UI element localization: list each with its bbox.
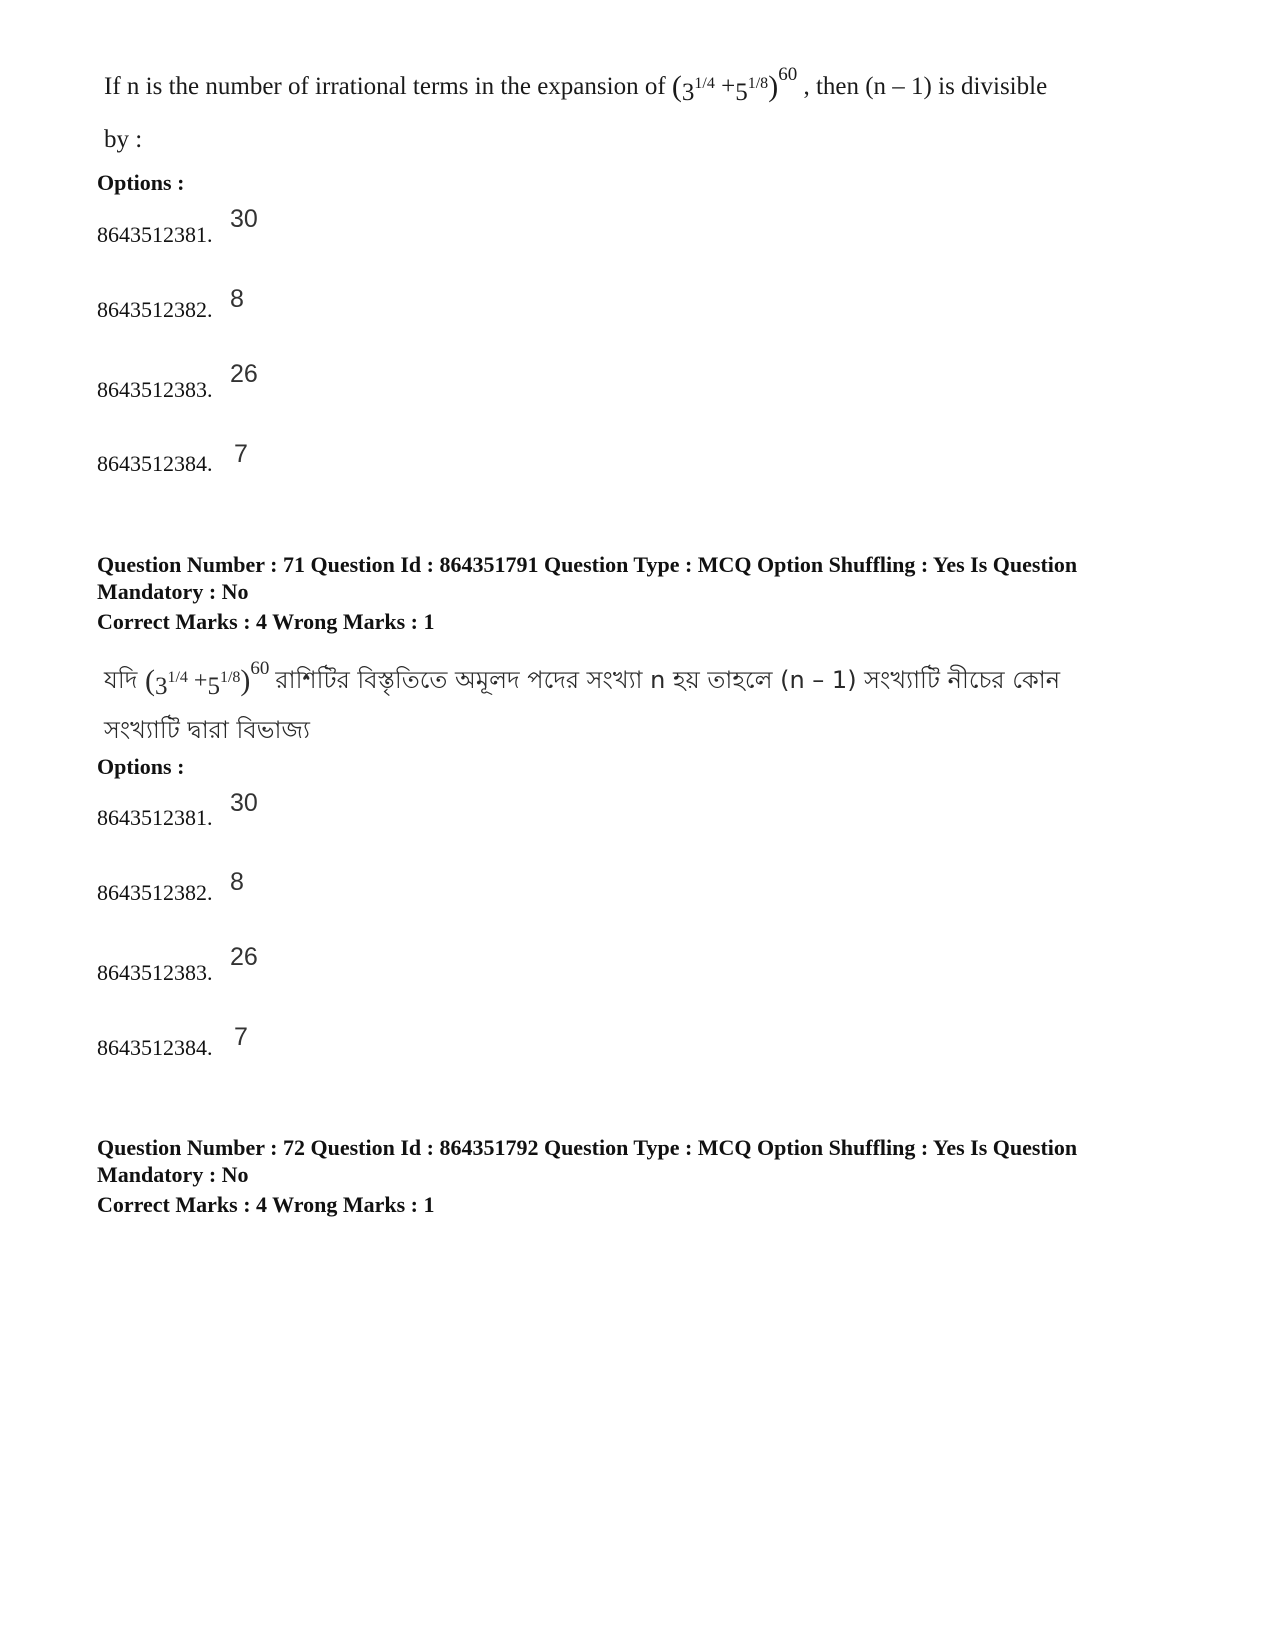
question-71-meta: Question Number : 71 Question Id : 864351791 Question Type : MCQ Option Shuffling : Yes Is Question Mandatory : No: [97, 552, 1078, 604]
question-71-marks: Correct Marks : 4 Wrong Marks : 1: [97, 609, 435, 634]
option-value: 26: [230, 943, 258, 971]
expr-open-paren: (: [144, 664, 155, 697]
expr-base2: 5: [735, 79, 748, 106]
expr-close-paren: ): [240, 664, 251, 697]
expr-base1: 3: [154, 673, 168, 700]
expr-exp2: 1/8: [747, 75, 769, 92]
question-70-text-after: , then (n – 1) is divisible: [803, 73, 1048, 100]
expr-exp1: 1/4: [167, 669, 188, 686]
option-value: 26: [230, 360, 258, 388]
option-id: 8643512384.: [97, 1035, 213, 1060]
question-71-bengali-before: যদি: [104, 666, 138, 694]
option-id: 8643512383.: [97, 377, 213, 402]
expr-open-paren: (: [671, 70, 682, 103]
expr-exp2: 1/8: [219, 669, 241, 686]
expr-base1: 3: [681, 79, 695, 106]
option-value: 7: [234, 440, 248, 468]
expr-base2: 5: [207, 673, 220, 700]
expr-power: 60: [778, 64, 798, 85]
question-71-bengali-line1: [104, 658, 1061, 702]
options-label: Options :: [97, 170, 185, 195]
question-70-expression: [671, 64, 804, 106]
option-value: 30: [230, 205, 258, 233]
option-id: 8643512381.: [97, 805, 213, 830]
question-72-marks: Correct Marks : 4 Wrong Marks : 1: [97, 1192, 435, 1217]
option-value: 8: [230, 285, 244, 313]
question-70-text-line2: by :: [104, 126, 143, 153]
option-value: 7: [234, 1023, 248, 1051]
question-72-meta: Question Number : 72 Question Id : 864351792 Question Type : MCQ Option Shuffling : Yes Is Question Mandatory : No: [97, 1135, 1078, 1187]
options-label: Options :: [97, 754, 185, 779]
option-id: 8643512381.: [97, 222, 213, 247]
option-id: 8643512382.: [97, 880, 213, 905]
question-70-text-line1: [104, 64, 1048, 106]
option-id: 8643512383.: [97, 960, 213, 985]
expr-plus: +: [721, 73, 736, 100]
option-id: 8643512382.: [97, 297, 213, 322]
expr-exp1: 1/4: [694, 75, 715, 92]
question-71-expression: [144, 658, 275, 700]
question-71-bengali-line2: সংখ্যাটি দ্বারা বিভাজ্য: [104, 716, 310, 744]
question-70-text-before: If n is the number of irrational terms in the expansion of: [104, 73, 666, 100]
expr-close-paren: ): [768, 70, 779, 103]
option-id: 8643512384.: [97, 451, 213, 476]
option-value: 8: [230, 868, 244, 896]
expr-power: 60: [250, 658, 270, 679]
expr-plus: +: [193, 668, 208, 694]
option-value: 30: [230, 789, 258, 817]
question-71-bengali-after: রাশিটির বিস্তৃতিতে অমূলদ পদের সংখ্যা n হয় তাহলে (n – 1) সংখ্যাটি নীচের কোন: [275, 666, 1061, 694]
